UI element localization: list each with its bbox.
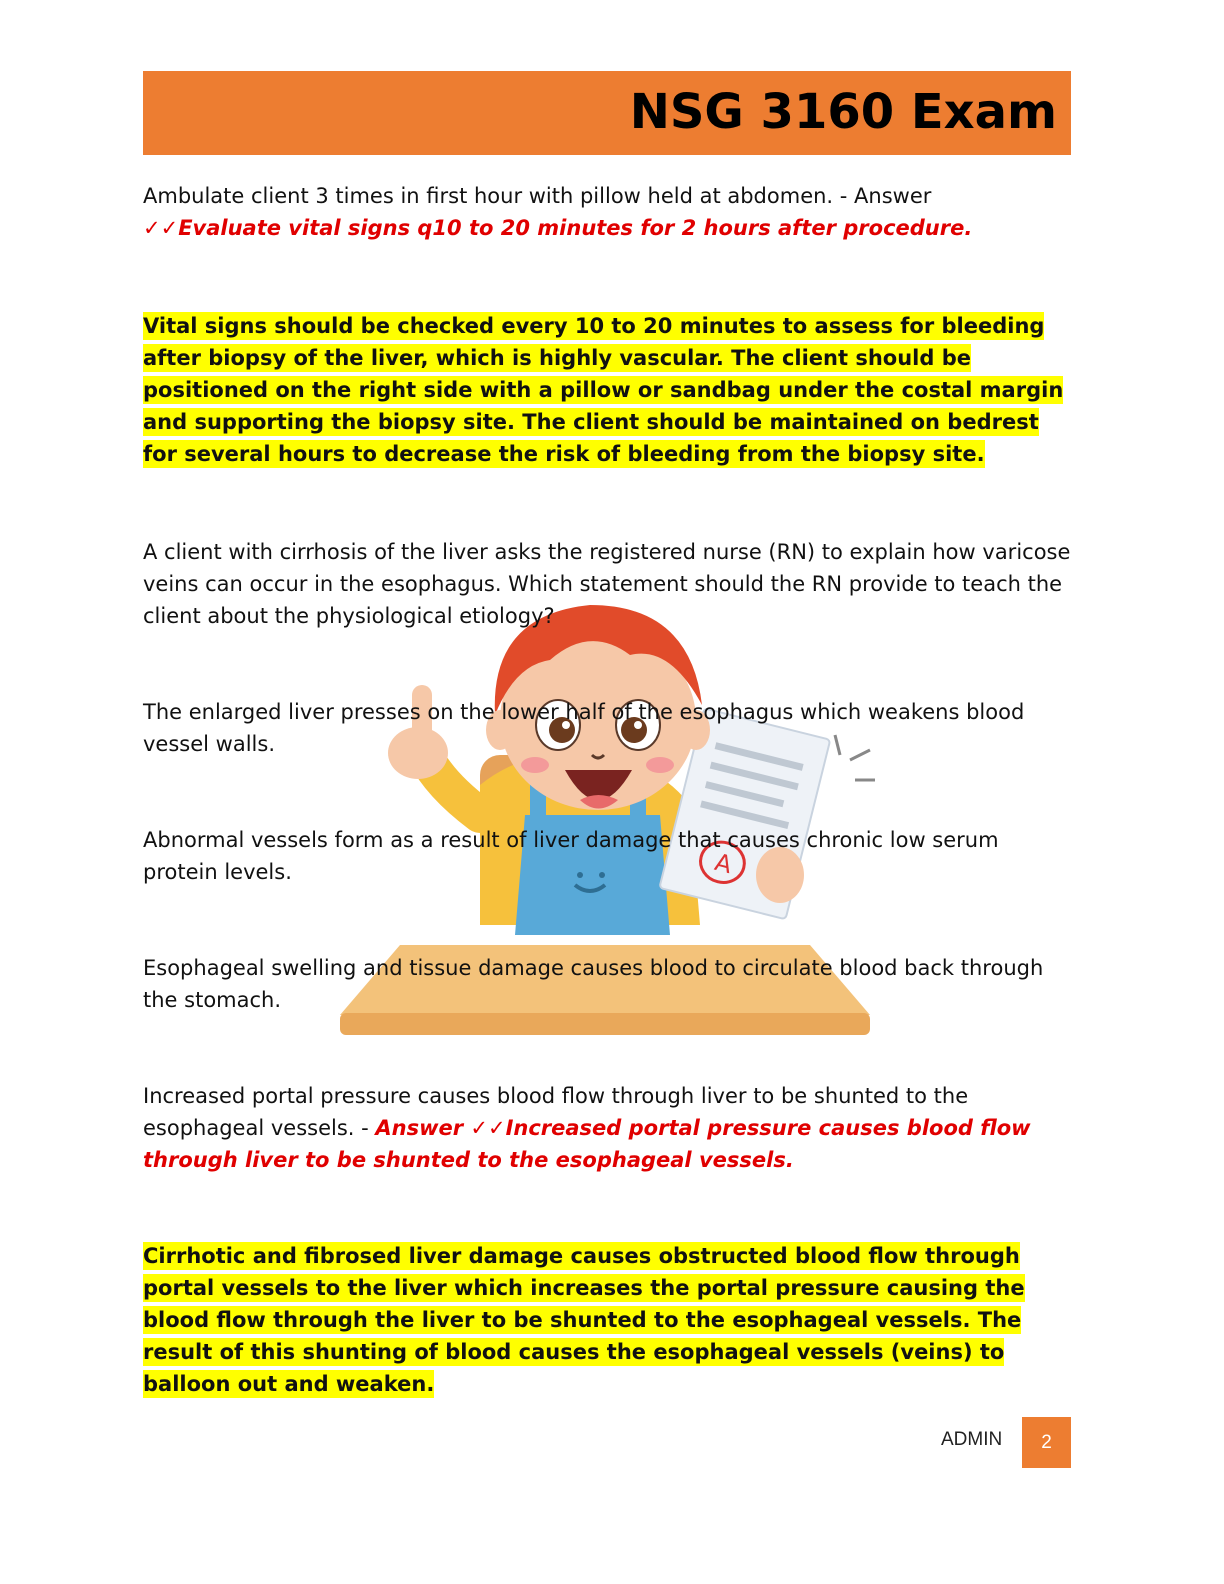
page-content	[143, 180, 1073, 1400]
page-number: 2	[1022, 1417, 1071, 1468]
answer-choice: The enlarged liver presses on the lower half of the esophagus which weakens blood vessel walls.	[143, 700, 1025, 756]
choice-text: Ambulate client 3 times in first hour with pillow held at abdomen. - Answer	[143, 184, 932, 208]
highlighted-rationale: Vital signs should be checked every 10 to 20 minutes to assess for bleeding after biopsy of the liver, which is highly vascular. The client should be positioned on the right side with a pillow or sandbag under the costal margin and supporting the biopsy site. The client should be maintained on bedrest for several hours to decrease the risk of bleeding from the biopsy site.	[143, 314, 1064, 466]
answer-block-2	[143, 1080, 1073, 1176]
answer-choice: Abnormal vessels form as a result of liver damage that causes chronic low serum protein levels.	[143, 828, 999, 884]
rationale-2	[143, 1240, 1073, 1400]
footer-label: ADMIN	[941, 1429, 1003, 1450]
header-bar	[143, 71, 1071, 155]
rationale-1	[143, 310, 1073, 470]
answer-choice: Esophageal swelling and tissue damage causes blood to circulate blood back through the stomach.	[143, 956, 1044, 1012]
question-stem: A client with cirrhosis of the liver asks the registered nurse (RN) to explain how varicose veins can occur in the esophagus. Which statement should the RN provide to teach the client about the physiological etiology?	[143, 540, 1071, 628]
correct-answer: Answer ✓✓Increased portal pressure causes blood flow through liver to be shunted to the esophageal vessels.	[143, 1116, 1031, 1172]
page-title: NSG 3160 Exam	[629, 84, 1057, 140]
answer-block-1	[143, 180, 1073, 244]
grade-letter: A	[712, 848, 735, 880]
correct-answer: ✓✓Evaluate vital signs q10 to 20 minutes for 2 hours after procedure.	[143, 216, 973, 240]
highlighted-rationale: Cirrhotic and fibrosed liver damage causes obstructed blood flow through portal vessels to the liver which increases the portal pressure causing the blood flow through the liver to be shunted to the esophageal vessels. The result of this shunting of blood causes the esophageal vessels (veins) to balloon out and weaken.	[143, 1244, 1025, 1396]
choice-text: Increased portal pressure causes blood flow through liver to be shunted to the esophageal vessels. -	[143, 1084, 969, 1140]
